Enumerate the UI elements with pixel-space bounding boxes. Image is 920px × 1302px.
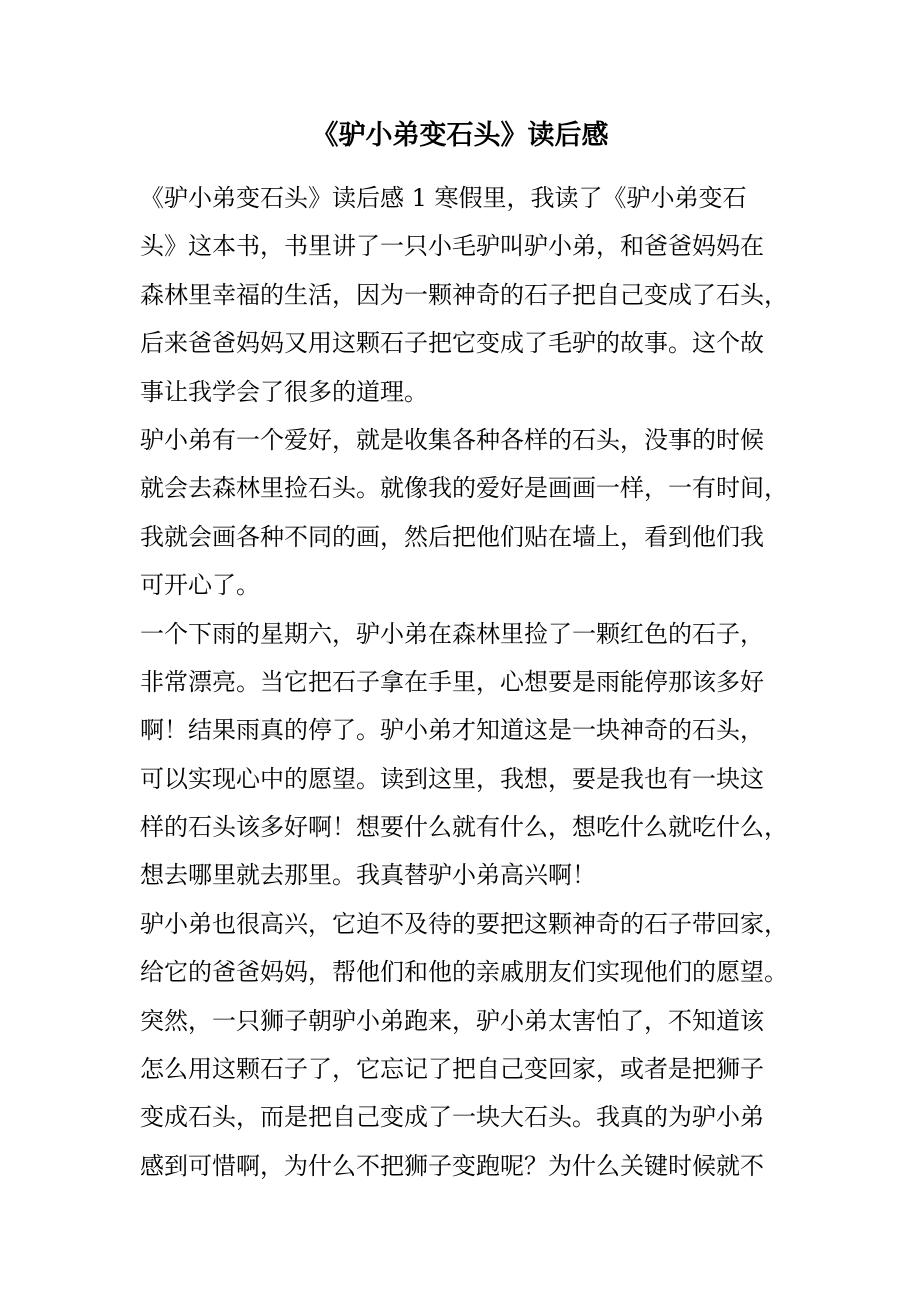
text-line-7: 就会去森林里捡石头。就像我的爱好是画画一样，一有时间， (140, 474, 788, 503)
text-line-9: 可开心了。 (140, 571, 260, 600)
text-line-16: 驴小弟也很高兴，它迫不及待的要把这颗神奇的石子带回家， (140, 909, 788, 938)
text-line-2: 头》这本书，书里讲了一只小毛驴叫驴小弟，和爸爸妈妈在 (140, 232, 764, 261)
text-line-20: 变成石头，而是把自己变成了一块大石头。我真的为驴小弟 (140, 1103, 764, 1132)
document-body (140, 174, 788, 1190)
text-line-8: 我就会画各种不同的画，然后把他们贴在墙上，看到他们我 (140, 522, 764, 551)
text-line-13: 可以实现心中的愿望。读到这里，我想，要是我也有一块这 (140, 764, 764, 793)
text-line-12: 啊！结果雨真的停了。驴小弟才知道这是一块神奇的石头， (140, 716, 764, 745)
text-line-3: 森林里幸福的生活，因为一颗神奇的石子把自己变成了石头， (140, 280, 788, 309)
text-line-19: 怎么用这颗石子了，它忘记了把自己变回家，或者是把狮子 (140, 1055, 764, 1084)
text-line-11: 非常漂亮。当它把石子拿在手里，心想要是雨能停那该多好 (140, 667, 764, 696)
text-line-15: 想去哪里就去那里。我真替驴小弟高兴啊！ (140, 861, 596, 890)
text-line-1: 《驴小弟变石头》读后感 1 寒假里，我读了《驴小弟变石 (140, 184, 747, 212)
text-line-21: 感到可惜啊，为什么不把狮子变跑呢？为什么关键时候就不 (140, 1151, 764, 1180)
text-line-10: 一个下雨的星期六，驴小弟在森林里捡了一颗红色的石子， (140, 619, 764, 648)
text-line-18: 突然，一只狮子朝驴小弟跑来，驴小弟太害怕了，不知道该 (140, 1006, 764, 1035)
text-line-5: 事让我学会了很多的道理。 (140, 377, 428, 406)
document-title: 《驴小弟变石头》读后感 (311, 120, 609, 151)
text-line-4: 后来爸爸妈妈又用这颗石子把它变成了毛驴的故事。这个故 (140, 329, 764, 358)
text-line-17: 给它的爸爸妈妈，帮他们和他的亲戚朋友们实现他们的愿望。 (140, 958, 788, 987)
text-line-14: 样的石头该多好啊！想要什么就有什么，想吃什么就吃什么， (140, 813, 788, 842)
text-line-6: 驴小弟有一个爱好，就是收集各种各样的石头，没事的时候 (140, 425, 764, 454)
